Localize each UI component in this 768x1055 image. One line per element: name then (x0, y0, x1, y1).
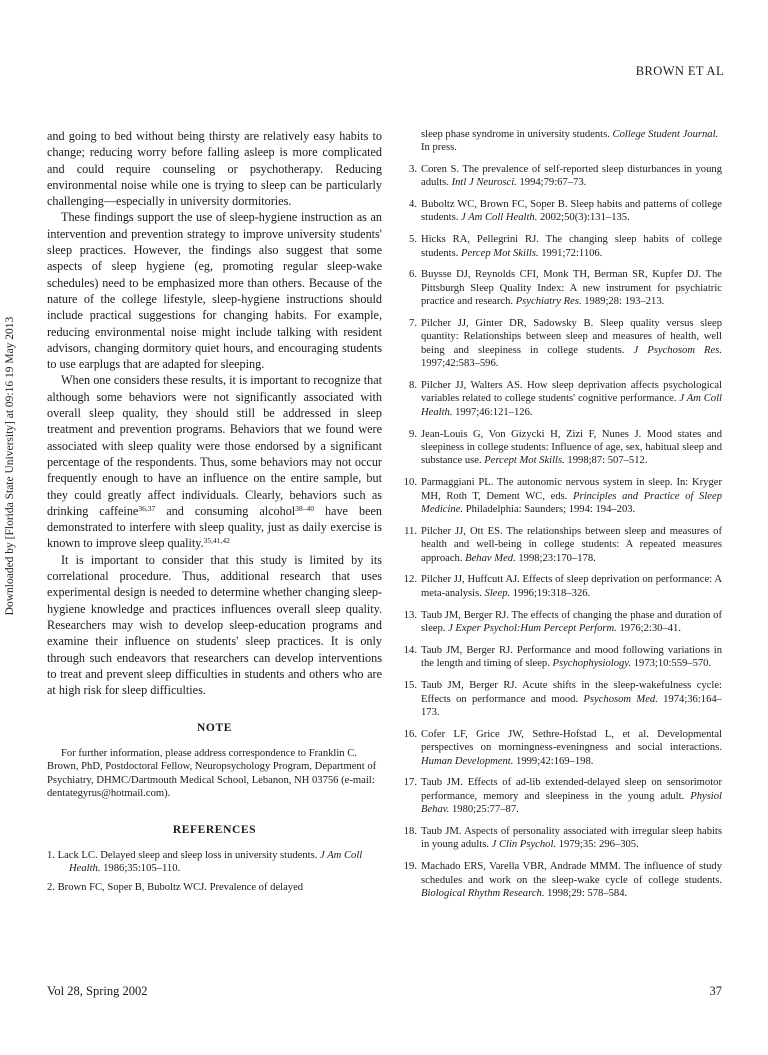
reference-item: 11. Pilcher JJ, Ott ES. The relationships between sleep and measures of health and well-being in college students: A repeated measures approach. Behav Med. 1998;23:170–178. (404, 525, 722, 564)
body-paragraph (47, 372, 382, 551)
reference-item: 1. Lack LC. Delayed sleep and sleep loss in university students. J Am Coll Health. 1986;35:105–110. (47, 849, 363, 875)
body-text: and consuming alcohol (155, 503, 296, 518)
citation-superscript: 36,37 (138, 503, 156, 513)
references-heading: REFERENCES (172, 824, 257, 837)
reference-item: 17. Taub JM. Effects of ad-lib extended-delayed sleep on sensorimotor performance, memory and sleepiness in the young adult. Physiol Behav. 1980;25:77–87. (403, 777, 722, 816)
reference-list (397, 163, 722, 901)
right-column (397, 128, 722, 909)
running-head: BROWN ET AL (635, 64, 724, 78)
body-text: When one considers these results, it is important to recognize that although some behaviors were not significantly associated with overall sleep quality, they should still be addressed in sleep treatment and prevention programs. Behaviors that we found were associated with sleep quality were those endorsed by a significant percentage of the respondents. Thus, some behaviors may not occur frequently enough to have an influence on the entire sample, but they could greatly affect individuals. Clearly, behaviors such as drinking caffeine (47, 373, 382, 518)
body-paragraph: These findings support the use of sleep-hygiene instruction as an intervention and prevention strategy to improve university students' sleep practices. However, the findings also suggest that some aspects of sleep hygiene (eg, promoting regular sleep-wake schedules) need to be emphasized more than others. Because of the nature of the college lifestyle, sleep-hygiene instructions should include practical suggestions for changing habits. For example, reducing environmental noise might include talking with resident advisors, changing dormitory quiet hours, and encouraging students to use earplugs that are adapted for sleeping. (47, 210, 382, 372)
page-number: 37 (709, 984, 722, 998)
download-stamp: Downloaded by [Florida State University] at 09:16 19 May 2013 (4, 316, 16, 616)
reference-item: 7. Pilcher JJ, Ginter DR, Sadowsky B. Sleep quality versus sleep quantity: Relationships between sleep and measures of health, well being and sleepiness in college students. J Psychosom Res. 1997;42:583–596. (409, 318, 722, 370)
body-paragraph: It is important to consider that this study is limited by its correlational procedure. Thus, additional research that uses experimental design is needed to determine whether changing sleep-hygiene knowledge and practices influences overall sleep quality. Researchers may wish to develop sleep-education programs and examine their influence on students' sleep practices. It is only through such endeavors that researchers can develop interventions to treat and prevent sleep difficulties in students and others who are at high risk for sleep difficulties. (47, 552, 382, 698)
note-text: For further information, please address correspondence to Franklin C. Brown, PhD, Postdoctoral Fellow, Neuropsychology Program, Department of Psychiatry, DHMC/Dartmouth Medical School, Lebanon, NH 03756 (e-mail: dentategyrus@hotmail.com). (47, 747, 377, 799)
reference-item: 3. Coren S. The prevalence of self-reported sleep disturbances in young adults. Intl J Neurosci. 1994;79:67–73. (409, 163, 722, 189)
reference-item: 5. Hicks RA, Pellegrini RJ. The changing sleep habits of college students. Percep Mot Skills. 1991;72:1106. (409, 234, 722, 259)
reference-item: 14. Taub JM, Berger RJ. Performance and mood following variations in the length and timing of sleep. Psychophysiology. 1973;10:559–570. (403, 644, 722, 670)
journal-volume: Vol 28, Spring 2002 (47, 984, 148, 998)
note-heading: NOTE (197, 722, 232, 735)
reference-item: 15. Taub JM, Berger RJ. Acute shifts in the sleep-wakefulness cycle: Effects on performance and mood. Psychosom Med. 1974;36:164–173. (403, 680, 722, 718)
reference-item: 6. Buysse DJ, Reynolds CFI, Monk TH, Berman SR, Kupfer DJ. The Pittsburgh Sleep Quality Index: A new instrument for psychiatric practice and research. Psychiatry Res. 1989;28: 193–213. (409, 269, 722, 308)
reference-item: 9. Jean-Louis G, Von Gizycki H, Zizi F, Nunes J. Mood states and sleepiness in college students: Influence of age, sex, habitual sleep and substance use. Percept Mot Skills. 1998;87: 507–512. (409, 428, 722, 467)
reference-item: 8. Pilcher JJ, Walters AS. How sleep deprivation affects psychological variables related to college students' cognitive performance. J Am Coll Health. 1997;46:121–126. (409, 380, 722, 418)
reference-continuation: sleep phase syndrome in university students. College Student Journal. In press. (421, 129, 719, 154)
body-text: have been demonstrated to interfere with sleep quality, just as daily exercise is known to improve sleep quality. (47, 503, 382, 551)
reference-item: 12. Pilcher JJ, Huffcutt AJ. Effects of sleep deprivation on performance: A meta-analysis. Sleep. 1996;19:318–326. (403, 574, 722, 599)
reference-item: 19. Machado ERS, Varella VBR, Andrade MMM. The influence of study schedules and work on the sleep-wake cycle of college students. Biological Rhythm Research. 1998;29: 578–584. (403, 861, 722, 899)
citation-superscript: 38–40 (295, 503, 314, 513)
reference-item: 2. Brown FC, Soper B, Buboltz WCJ. Prevalence of delayed (47, 882, 304, 894)
reference-list (47, 849, 382, 895)
reference-item: 10. Parmaggiani PL. The autonomic nervous system in sleep. In: Kryger MH, Roth T, Dement WC, eds. Principles and Practice of Sleep Medicine. Philadelphia: Saunders; 1994: 194–203. (403, 477, 722, 516)
reference-item: 18. Taub JM. Aspects of personality associated with irregular sleep habits in young adults. J Clin Psychol. 1979;35: 296–305. (403, 825, 722, 851)
body-paragraph: and going to bed without being thirsty are relatively easy habits to change; reducing worry before falling asleep is more complicated and could require counseling or psychotherapy. Reducing environmental noise while one is trying to sleep can be particularly challenging—especially in university dormitories. (47, 129, 382, 209)
left-column (47, 128, 382, 901)
reference-item: 13. Taub JM, Berger RJ. The effects of changing the phase and duration of sleep. J Exper Psychol:Hum Percept Perform. 1976;2:30–41. (403, 609, 722, 635)
reference-item: 4. Buboltz WC, Brown FC, Soper B. Sleep habits and patterns of college students. J Am Coll Health. 2002;50(3):131–135. (409, 199, 722, 224)
citation-superscript: 35,41,42 (203, 536, 230, 546)
reference-item: 16. Cofer LF, Grice JW, Sethre-Hofstad L, et al. Developmental perspectives on morningness-eveningness and social interactions. Human Development. 1999;42:169–198. (403, 728, 722, 767)
